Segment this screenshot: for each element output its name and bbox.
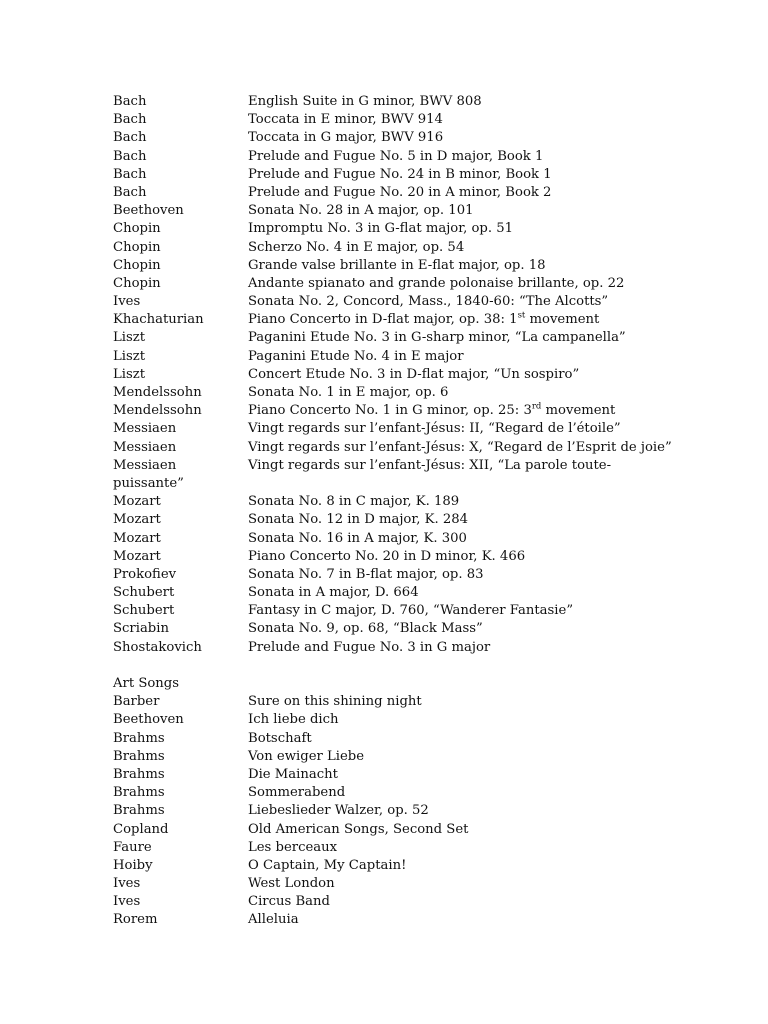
work-title: Alleluia	[248, 912, 299, 928]
work-title: Prelude and Fugue No. 5 in D major, Book 1	[248, 148, 544, 164]
list-item	[113, 639, 713, 657]
work-title: Paganini Etude No. 4 in E major	[248, 348, 464, 364]
work-title: Old American Songs, Second Set	[248, 821, 469, 837]
list-item	[113, 111, 713, 129]
work-title: Scherzo No. 4 in E major, op. 54	[248, 239, 465, 255]
work-title: West London	[248, 876, 335, 892]
work-title: Sonata No. 1 in E major, op. 6	[248, 385, 449, 400]
list-item	[113, 511, 713, 529]
work-title: Von ewiger Liebe	[248, 748, 365, 764]
composer-name: Mendelssohn	[113, 385, 202, 400]
work-title: Toccata in G major, BWV 916	[248, 130, 444, 146]
list-item	[113, 839, 713, 857]
composer-name: Chopin	[113, 275, 161, 291]
work-title: Paganini Etude No. 3 in G-sharp minor, “La campanella”	[248, 330, 626, 346]
list-item	[113, 293, 713, 311]
work-title-continuation: puissante”	[113, 475, 184, 491]
list-item	[113, 202, 713, 220]
list-item	[113, 275, 713, 293]
list-item	[113, 548, 713, 566]
composer-name: Messiaen	[113, 421, 177, 437]
list-item	[113, 766, 713, 784]
list-item	[113, 584, 713, 602]
list-item	[113, 911, 713, 929]
composer-name: Mozart	[113, 530, 161, 546]
composer-name: Bach	[113, 166, 147, 182]
work-title: Prelude and Fugue No. 3 in G major	[248, 639, 491, 655]
list-item	[113, 311, 713, 329]
list-item	[113, 620, 713, 638]
composer-name: Copland	[113, 821, 169, 837]
list-item	[113, 857, 713, 875]
composer-name: Khachaturian	[113, 312, 204, 328]
composer-name: Mozart	[113, 512, 161, 528]
ordinal-superscript: st	[517, 310, 526, 321]
work-title: Sonata No. 12 in D major, K. 284	[248, 512, 468, 528]
composer-name: Bach	[113, 112, 147, 128]
section-spacer	[113, 657, 713, 675]
list-item	[113, 602, 713, 620]
work-title: Die Mainacht	[248, 766, 338, 782]
composer-name: Shostakovich	[113, 639, 202, 655]
composer-name: Chopin	[113, 221, 161, 237]
work-title: Sonata No. 8 in C major, K. 189	[248, 494, 460, 510]
ordinal-superscript: rd	[531, 401, 542, 412]
list-item	[113, 166, 713, 184]
art-songs-heading: Art Songs	[113, 676, 179, 692]
list-item	[113, 184, 713, 202]
work-title	[248, 402, 718, 420]
composer-name: Brahms	[113, 748, 165, 764]
repertoire-list	[113, 93, 713, 930]
work-title: Andante spianato and grande polonaise brillante, op. 22	[248, 275, 625, 291]
list-item	[113, 875, 713, 893]
list-item	[113, 748, 713, 766]
work-title: Sonata No. 2, Concord, Mass., 1840-60: “The Alcotts”	[248, 294, 609, 310]
list-item	[113, 329, 713, 347]
work-title: Botschaft	[248, 730, 312, 746]
work-title: Impromptu No. 3 in G-flat major, op. 51	[248, 221, 514, 237]
work-title: Prelude and Fugue No. 20 in A minor, Book 2	[248, 184, 552, 200]
composer-name: Beethoven	[113, 203, 184, 219]
composer-name: Scriabin	[113, 621, 169, 637]
list-item	[113, 384, 713, 402]
list-item	[113, 348, 713, 366]
composer-name: Ives	[113, 894, 141, 910]
art-songs-list	[113, 693, 713, 929]
work-title: Fantasy in C major, D. 760, “Wanderer Fantasie”	[248, 603, 574, 619]
list-item	[113, 730, 713, 748]
composer-name: Barber	[113, 694, 160, 710]
list-item	[113, 366, 713, 384]
work-title: Vingt regards sur l’enfant-Jésus: II, “Regard de l’étoile”	[248, 421, 621, 437]
list-item	[113, 439, 713, 457]
composer-name: Mozart	[113, 494, 161, 510]
work-title: Toccata in E minor, BWV 914	[248, 112, 443, 128]
work-title: Sommerabend	[248, 785, 346, 801]
composer-name: Ives	[113, 876, 141, 892]
composer-name: Ives	[113, 294, 141, 310]
work-title: Concert Etude No. 3 in D-flat major, “Un sospiro”	[248, 366, 580, 382]
list-item	[113, 402, 713, 420]
work-title: Sonata No. 28 in A major, op. 101	[248, 203, 474, 219]
work-title: Vingt regards sur l’enfant-Jésus: X, “Regard de l’Esprit de joie”	[248, 439, 672, 455]
work-title: Sonata in A major, D. 664	[248, 585, 419, 601]
list-item	[113, 148, 713, 166]
composer-name: Mozart	[113, 548, 161, 564]
composer-name: Bach	[113, 130, 147, 146]
list-item	[113, 93, 713, 111]
list-item	[113, 493, 713, 511]
work-title: Sure on this shining night	[248, 694, 422, 710]
work-title: O Captain, My Captain!	[248, 857, 407, 873]
list-item	[113, 129, 713, 147]
work-title: English Suite in G minor, BWV 808	[248, 94, 482, 109]
list-item	[113, 693, 713, 711]
work-title: Sonata No. 16 in A major, K. 300	[248, 530, 467, 546]
composer-name: Liszt	[113, 366, 145, 382]
work-title: Circus Band	[248, 894, 330, 910]
work-title-suffix: movement	[541, 403, 616, 419]
work-title: Vingt regards sur l’enfant-Jésus: XII, “La parole toute-	[248, 457, 612, 473]
list-item	[113, 220, 713, 238]
composer-name: Bach	[113, 184, 147, 200]
list-item	[113, 802, 713, 820]
composer-name: Bach	[113, 148, 147, 164]
list-item	[113, 893, 713, 911]
work-title-suffix: movement	[525, 312, 600, 328]
composer-name: Rorem	[113, 912, 158, 928]
composer-name: Brahms	[113, 766, 165, 782]
composer-name: Hoiby	[113, 857, 153, 873]
work-title: Prelude and Fugue No. 24 in B minor, Book 1	[248, 166, 552, 182]
work-title-text: Piano Concerto No. 1 in G minor, op. 25: 3	[248, 403, 532, 419]
composer-name: Prokofiev	[113, 566, 177, 582]
work-title	[248, 311, 718, 329]
list-item	[113, 257, 713, 275]
list-item	[113, 821, 713, 839]
piano-repertoire-list	[113, 93, 713, 657]
work-title: Grande valse brillante in E-flat major, op. 18	[248, 257, 546, 273]
work-title: Liebeslieder Walzer, op. 52	[248, 803, 429, 819]
composer-name: Brahms	[113, 803, 165, 819]
list-item	[113, 566, 713, 584]
composer-name: Schubert	[113, 585, 175, 601]
composer-name: Brahms	[113, 730, 165, 746]
work-title-text: Piano Concerto in D-flat major, op. 38: 1	[248, 312, 518, 328]
composer-name: Schubert	[113, 603, 175, 619]
composer-name: Brahms	[113, 785, 165, 801]
work-title: Piano Concerto No. 20 in D minor, K. 466	[248, 548, 526, 564]
work-title: Sonata No. 9, op. 68, “Black Mass”	[248, 621, 483, 637]
composer-name: Bach	[113, 94, 147, 109]
composer-name: Liszt	[113, 348, 145, 364]
list-item	[113, 530, 713, 548]
list-item	[113, 784, 713, 802]
composer-name: Chopin	[113, 257, 161, 273]
work-title: Les berceaux	[248, 839, 338, 855]
composer-name: Liszt	[113, 330, 145, 346]
list-item	[113, 239, 713, 257]
list-item	[113, 420, 713, 438]
composer-name: Chopin	[113, 239, 161, 255]
composer-name: Beethoven	[113, 712, 184, 728]
composer-name: Faure	[113, 839, 152, 855]
composer-name: Messiaen	[113, 439, 177, 455]
list-item	[113, 711, 713, 729]
list-item	[113, 457, 713, 493]
work-title: Ich liebe dich	[248, 712, 339, 728]
composer-name: Messiaen	[113, 457, 177, 473]
composer-name: Mendelssohn	[113, 403, 202, 419]
work-title: Sonata No. 7 in B-flat major, op. 83	[248, 566, 484, 582]
